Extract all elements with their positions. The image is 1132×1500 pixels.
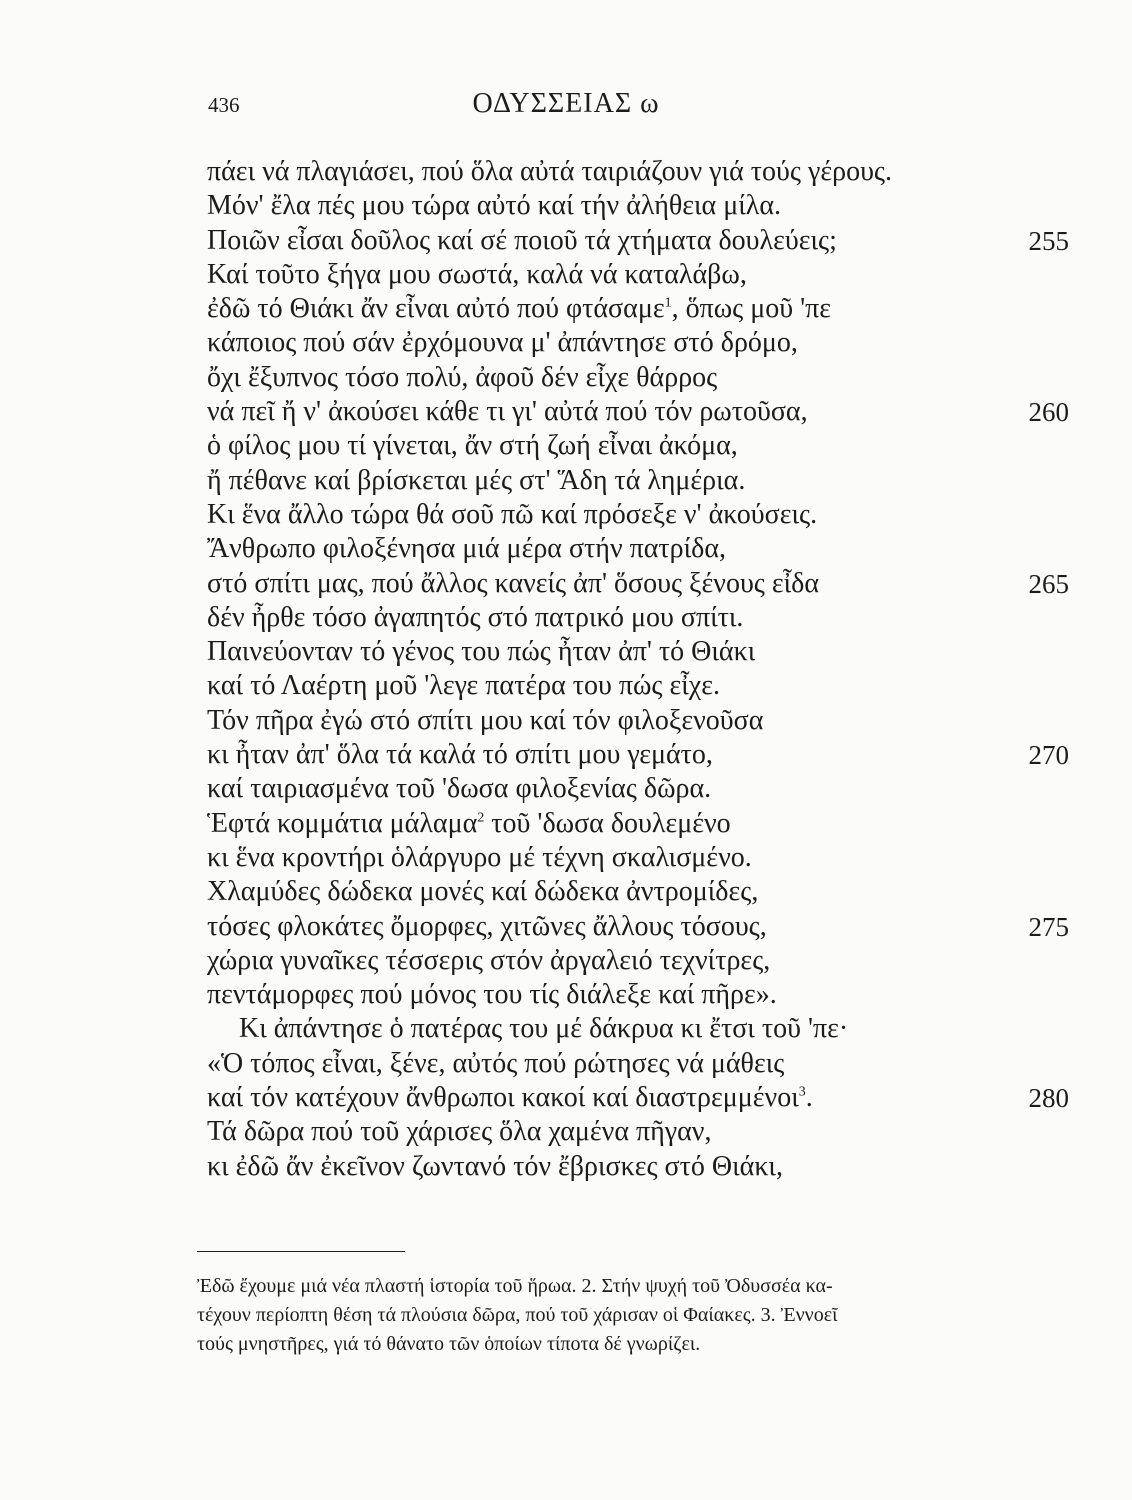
verse-line — [207, 1047, 1077, 1081]
footnote-marker: 2 — [477, 810, 485, 826]
verse-text — [207, 499, 817, 530]
verse-text — [207, 670, 720, 701]
verse-text — [207, 465, 745, 496]
verse-line — [207, 189, 1077, 223]
verse-text-main: στό σπίτι μας, πού ἄλλος κανείς ἀπ' ὅσους ξένους εἶδα — [207, 567, 820, 599]
verse-text — [207, 876, 758, 907]
verse-line — [207, 910, 1077, 944]
verse-text-main: Παινεύονταν τό γένος του πώς ἦταν ἀπ' τό Θιάκι — [207, 636, 756, 668]
verse-text — [207, 1116, 711, 1147]
verse-text-main: Χλαμύδες δώδεκα μονές καί δώδεκα ἀντρομίδες, — [207, 876, 759, 908]
verse-text-main: Τά δῶρα πού τοῦ χάρισες ὅλα χαμένα πῆγαν, — [207, 1116, 712, 1148]
verse-text-main: Ἄνθρωπο φιλοξένησα μιά μέρα στήν πατρίδα, — [207, 533, 727, 565]
verse-line — [207, 841, 1077, 875]
footnote-line: Ἐδῶ ἔχουμε μιά νέα πλαστή ἱστορία τοῦ ἥρωα. 2. Στήν ψυχή τοῦ Ὀδυσσέα κα- — [197, 1275, 833, 1297]
verse-text — [207, 739, 713, 770]
verse-line — [207, 429, 1077, 463]
verse-line — [207, 738, 1077, 772]
verse-line — [207, 326, 1077, 360]
verse-text-main: Τόν πῆρα ἐγώ στό σπίτι μου καί τόν φιλοξενοῦσα — [207, 704, 764, 736]
verse-text-main: πάει νά πλαγιάσει, πού ὅλα αὐτά ταιριάζουν γιά τούς γέρους. — [207, 156, 893, 187]
verse-line — [207, 807, 1077, 841]
verse-text-tail: τοῦ 'δωσα δουλεμένο — [484, 807, 731, 839]
verse-text-main: κι ἦταν ἀπ' ὅλα τά καλά τό σπίτι μου γεμάτο, — [207, 739, 713, 771]
verse-text-main: πεντάμορφες πού μόνος του τίς διάλεξε καί πῆρε». — [207, 979, 777, 1011]
verse-line — [207, 978, 1077, 1012]
verse-text — [207, 568, 819, 599]
line-number: 255 — [1028, 225, 1069, 256]
verse-line — [207, 361, 1077, 395]
verse-text-main: ὁ φίλος μου τί γίνεται, ἄν στή ζωή εἶναι ἀκόμα, — [207, 430, 738, 462]
verse-text — [207, 979, 777, 1010]
line-number: 280 — [1028, 1083, 1069, 1114]
verse-line — [207, 224, 1077, 258]
line-number: 270 — [1028, 740, 1069, 771]
verse-text — [207, 362, 717, 393]
verse-line — [207, 1012, 1077, 1046]
verse-text-main: δέν ἦρθε τόσο ἀγαπητός στό πατρικό μου σπίτι. — [207, 601, 744, 633]
verse-text — [207, 1048, 784, 1079]
verse-line — [207, 1150, 1077, 1184]
verse-line — [207, 567, 1077, 601]
verse-text — [207, 808, 731, 839]
verse-line — [207, 258, 1077, 292]
verse-text-main: ὄχι ἔξυπνος τόσο πολύ, ἀφοῦ δέν εἶχε θάρρος — [207, 361, 718, 393]
footnote-marker: 1 — [664, 295, 672, 311]
verse-text-main: καί τόν κατέχουν ἄνθρωποι κακοί καί διαστρεμμένοι — [207, 1082, 799, 1114]
verse-text — [207, 533, 726, 564]
verse-line — [207, 704, 1077, 738]
verse-text-main: Ποιῶν εἶσαι δοῦλος καί σέ ποιοῦ τά χτήματα δουλεύεις; — [207, 224, 837, 256]
verse-line — [207, 1081, 1077, 1115]
verse-text — [207, 602, 743, 633]
verse-text-main: καί τό Λαέρτη μοῦ 'λεγε πατέρα του πώς εἶχε. — [207, 670, 720, 702]
verse-line — [207, 601, 1077, 635]
verse-text — [207, 773, 711, 804]
verse-text — [207, 1151, 783, 1182]
verse-text-main: Κι ἀπάντησε ὁ πατέρας του μέ δάκρυα κι ἔτσι τοῦ 'πε· — [239, 1013, 849, 1045]
verse-line — [207, 155, 1077, 189]
verse-text-main: Κι ἕνα ἄλλο τώρα θά σοῦ πῶ καί πρόσεξε ν' ἀκούσεις. — [207, 498, 818, 530]
verse-text-main: Μόν' ἔλα πές μου τώρα αὐτό καί τήν ἀλήθεια μίλα. — [207, 190, 781, 222]
verse-text-main: κάποιος πού σάν ἐρχόμουνα μ' ἀπάντησε στό δρόμο, — [207, 327, 798, 359]
verse-line — [207, 395, 1077, 429]
verse-line — [207, 464, 1077, 498]
verse-line — [207, 532, 1077, 566]
footnote-divider — [197, 1251, 405, 1252]
verse-line — [207, 669, 1077, 703]
verse-text — [207, 225, 837, 256]
verse-line — [207, 772, 1077, 806]
verse-line — [207, 875, 1077, 909]
verse-text-main: ἐδῶ τό Θιάκι ἄν εἶναι αὐτό πού φτάσαμε — [207, 293, 665, 325]
verse-text-main: χώρια γυναῖκες τέσσερις στόν ἀργαλειό τεχνίτρες, — [207, 944, 771, 976]
verse-text-main: τόσες φλοκάτες ὄμορφες, χιτῶνες ἄλλους τόσους, — [207, 910, 767, 942]
verse-line — [207, 1115, 1077, 1149]
verse-text — [207, 1082, 813, 1113]
verse-line — [207, 498, 1077, 532]
line-number: 260 — [1028, 397, 1069, 428]
footnote-line: τούς μνηστῆρες, γιά τό θάνατο τῶν ὁποίων τίποτα δέ γνωρίζει. — [197, 1332, 701, 1355]
verse-text-tail: , ὅπως μοῦ 'πε — [671, 293, 832, 325]
footnote-marker: 3 — [798, 1084, 806, 1100]
verse-text — [207, 396, 808, 427]
line-number: 265 — [1028, 568, 1069, 599]
footnote-line: τέχουν περίοπτη θέση τά πλούσια δῶρα, πού τοῦ χάρισαν οἱ Φαίακες. 3. Ἐννοεῖ — [197, 1303, 838, 1326]
verse-text-main: κι ἕνα κροντήρι ὁλάργυρο μέ τέχνη σκαλισμένο. — [207, 841, 752, 873]
verse-text — [207, 1013, 848, 1044]
verse-text — [207, 259, 747, 290]
verse-text-main: νά πεῖ ἤ ν' ἀκούσει κάθε τι γι' αὐτά πού τόν ρωτοῦσα, — [207, 396, 808, 428]
verse-text-main: κι ἐδῶ ἄν ἐκεῖνον ζωντανό τόν ἔβρισκες στό Θιάκι, — [207, 1150, 783, 1182]
verse-text — [207, 327, 798, 358]
verse-text — [207, 636, 755, 667]
verse-text-main: ἤ πέθανε καί βρίσκεται μές στ' Ἅδη τά λημέρια. — [207, 464, 746, 496]
verse-line — [207, 635, 1077, 669]
verse-text — [207, 842, 752, 873]
verse-text-main: Καί τοῦτο ξήγα μου σωστά, καλά νά καταλάβω, — [207, 258, 747, 290]
verse-text — [207, 190, 781, 221]
verse-text — [207, 705, 763, 736]
footnotes-block — [197, 1272, 1077, 1358]
verse-text-main: καί ταιριασμένα τοῦ 'δωσα φιλοξενίας δῶρα. — [207, 773, 712, 805]
verse-text — [207, 156, 892, 187]
verse-text-main: Ἑφτά κομμάτια μάλαμα — [207, 807, 478, 839]
verse-line — [207, 944, 1077, 978]
page-number: 436 — [208, 93, 240, 117]
verse-text — [207, 945, 770, 976]
verse-text — [207, 293, 831, 324]
running-head: ΟΔΥΣΣΕΙΑΣ ω — [472, 88, 660, 119]
verse-line — [207, 292, 1077, 326]
line-number: 275 — [1028, 911, 1069, 942]
verse-text-main: «Ὁ τόπος εἶναι, ξένε, αὐτός πού ρώτησες νά μάθεις — [207, 1047, 785, 1079]
verse-text — [207, 911, 767, 942]
verse-text — [207, 430, 738, 461]
verse-block — [207, 155, 1077, 1184]
verse-text-tail: . — [805, 1082, 813, 1114]
